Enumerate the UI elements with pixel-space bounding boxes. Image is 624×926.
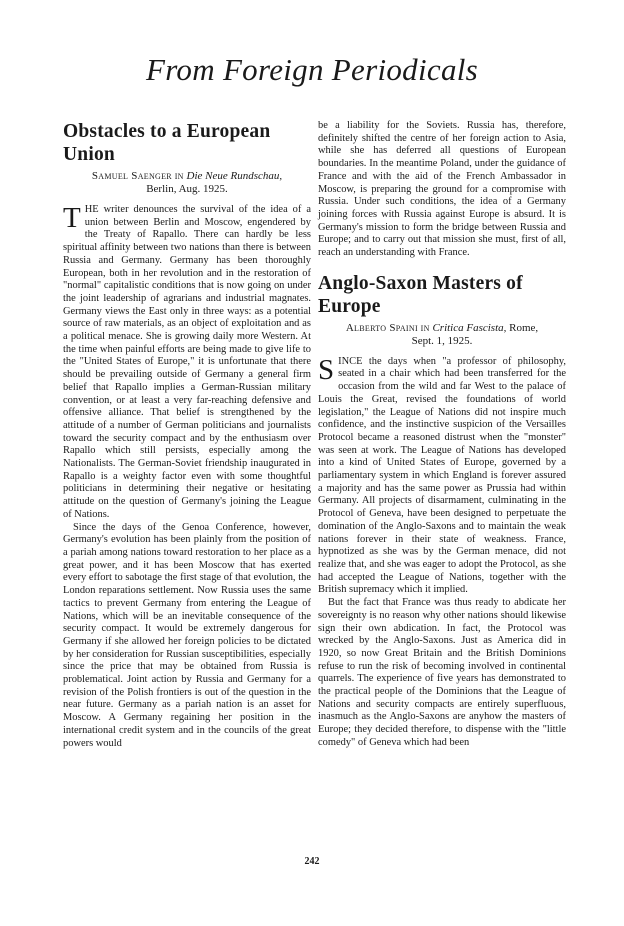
paragraph-text: the days when "a professor of philosophy, seated in a chair which had been transferred for the occasion from the wild and far West to the palace of Louis the Great, revised the foundations of world legislation," the League of Nations did not inspire much confidence, and the instinctive suspicion of the Versailles Protocol became a reasoned distrust when the "monster" was seen at work. The League of Nations has developed into a kind of United States of Europe, governed by a parliamentary system in which England is forever assured a majority and has the same power as Prussia had within Germany. All projects of disarmament, culminating in the Protocol of Geneva, have been designed to perpetuate the domination of the Anglo-Saxons and to maintain the weak nations forever in their state of weakness. France, hypnotized as she was by the German menace, did not realize that, and she was eager to adopt the Protocol, as she had accepted the League of Nations, together with the British supremacy which it implied. [318, 355, 566, 596]
publication-name: Critica Fascista, [432, 321, 507, 334]
article-body [63, 204, 311, 750]
page-title: From Foreign Periodicals [145, 52, 479, 87]
paragraph: But the fact that France was thus ready to abdicate her sovereignty is no reason why other nations should likewise sign their own abdication. In fact, the Protocol was wrecked by the Anglo-Saxons. Just as America did in 1920, so now Great Britain and the British Dominions refuse to run the risk of becoming involved in continental quarrels. The experience of five years has demonstrated to the practical people of the Dominions that the League of Nations and security compacts are entirely superfluous, inasmuch as the Anglo-Saxons are anyhow the masters of Europe; they decided therefore, to dispense with the "little comedy" of Geneva which had been [318, 597, 566, 748]
author-name: Samuel Saenger [91, 170, 172, 182]
paragraph: be a liability for the Soviets. Russia has, therefore, definitely shifted the centre of her foreign action to Asia, while she has deferred all questions of European boundaries. In the meantime Poland, under the guidance of France and with the aid of the French Ambassador in Moscow, is preparing the ground for a compromise with Russia. Under such conditions, the idea of a Germany joining forces with Russia against Europe is absurd. It is Germany's mission to form the bridge between Russia and Europe; and to carry out that mission she must, first of all, reach an understanding with France. [318, 120, 566, 259]
dateline-city: Rome, [509, 321, 539, 334]
article-body [318, 353, 566, 750]
article-byline [318, 322, 566, 348]
drop-cap: S [318, 353, 335, 386]
opening-words: HE [84, 204, 99, 215]
opening-words: INCE [338, 355, 363, 367]
author-name: Alberto Spaini [345, 321, 418, 334]
article-title: Anglo-Saxon Masters of Europe [318, 272, 523, 317]
page-number: 242 [304, 856, 320, 867]
publication-name: Die Neue Rundschau, [186, 170, 283, 182]
in-word: in [420, 321, 430, 334]
drop-cap: T [63, 202, 81, 234]
dateline: Berlin, Aug. 1925. [146, 183, 228, 195]
article-body-continued [318, 120, 566, 260]
article-byline [63, 170, 311, 196]
article-title: Obstacles to a European Union [63, 121, 271, 165]
paragraph [318, 353, 566, 597]
dateline: Sept. 1, 1925. [411, 334, 473, 347]
right-column [318, 120, 566, 750]
left-column [63, 120, 311, 750]
paragraph: Since the days of the Genoa Conference, however, Germany's evolution has been plainly from the position of a pariah among nations toward restoration to her place as a great power, and it has been Moscow that has exerted every effort to sabotage the first stage of that evolution, the London reparations settlement. Now Russia uses the same tactics to prevent Germany from entering the League of Nations, which will be an inevitable consequence of the security compact. It would be extremely dangerous for Germany if she allowed her foreign policies to be dictated by her consideration for Russian susceptibilities, especially since the price that may be obtained from Russia is problematical. Joint action by Russia and Germany for a revision of the Polish frontiers is out of the question in the near future. Germany as a pariah nation is an asset for Moscow. A Germany regaining her position in the international credit system and in the councils of the great powers would [63, 521, 311, 749]
paragraph-text: writer denounces the survival of the idea of a union between Berlin and Moscow, engendered by the Treaty of Rapallo. There can hardly be less spiritual affinity between two nations than there is between Russia and Germany. Germany has been thoroughly European, both in her revolution and in the restoration of "normal" capitalistic conditions that is now going on under the joint leadership of agrarians and industrial magnates. Germany views the East only in three ways: as a potential source of raw materials, as an object of exploitation and as a political menace. She is growing daily more Western. At the time when painful efforts are being made to give life to the "United States of Europe," it is unfortunate that there should be prevailing outside of Germany a general firm belief that Rapallo implies a German-Russian military convention, or at least a very far-reaching defensive and offensive alliance. That belief is strengthened by the attitude of a number of German politicians and journalists toward the security compact and by the enthusiasm over Rapallo which still persists, especially among the Nationalists. The German-Soviet friendship inaugurated in Rapallo is a weighty factor even with some thoughtful politicians in determining their negative or hesitating attitude on the question of Germany's joining the League of Nations. [63, 204, 311, 520]
paragraph [63, 204, 311, 522]
in-word: in [174, 170, 184, 182]
